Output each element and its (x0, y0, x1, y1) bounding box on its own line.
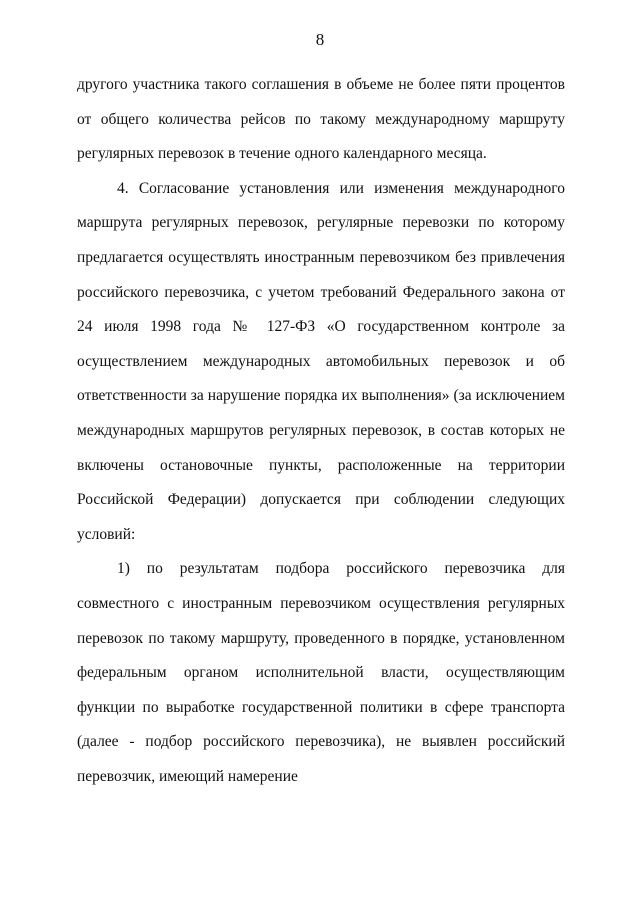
paragraph-item-4: 4. Согласование установления или изменения международного маршрута регулярных перевозок, регулярные перевозки по которому предлагается осуществлять иностранным перевозчиком без привлечения российского перевозчика, с учетом требований Федерального закона от 24 июля 1998 года № 127-ФЗ «О государственном контроле за осуществлением международных автомобильных перевозок и об ответственности за нарушение порядка их выполнения» (за исключением международных маршрутов регулярных перевозок, в состав которых не включены остановочные пункты, расположенные на территории Российской Федерации) допускается при соблюдении следующих условий: (77, 179, 565, 543)
paragraph-continuation: другого участника такого соглашения в объеме не более пяти процентов от общего количества рейсов по такому международному маршруту регулярных перевозок в течение одного календарного месяца. (77, 76, 565, 163)
document-body (77, 68, 565, 794)
paragraph-subitem-1: 1) по результатам подбора российского перевозчика для совместного с иностранным перевозчиком осуществления регулярных перевозок по такому маршруту, проведенного в порядке, установленном федеральным органом исполнительной власти, осуществляющим функции по выработке государственной политики в сфере транспорта (далее - подбор российского перевозчика), не выявлен российский перевозчик, имеющий намерение (77, 560, 565, 785)
page-number: 8 (315, 30, 325, 49)
